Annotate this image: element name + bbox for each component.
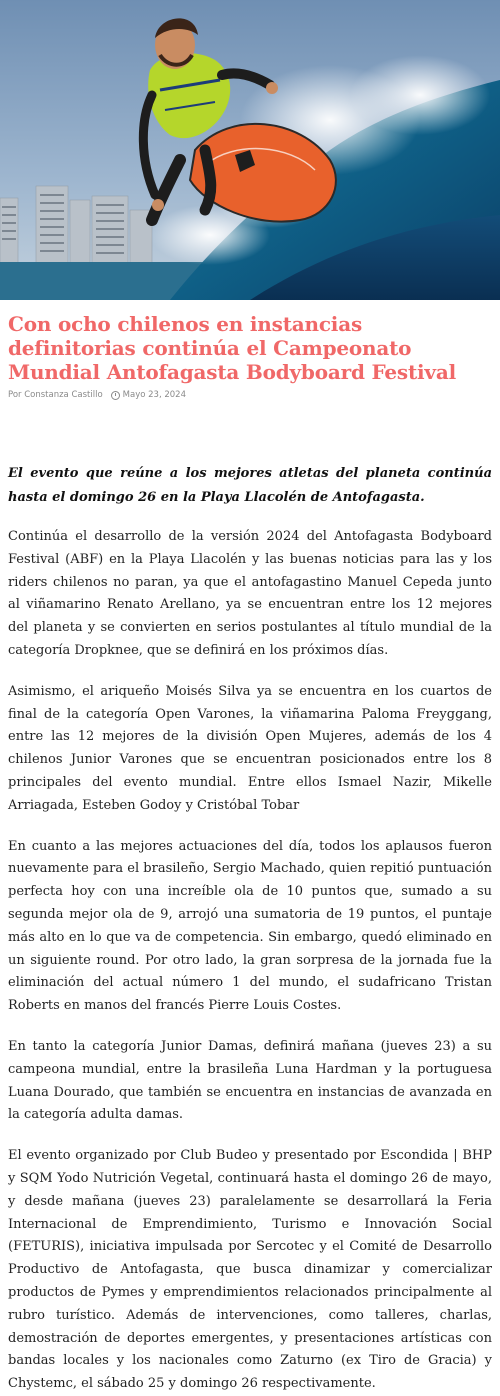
article-paragraph: El evento organizado por Club Budeo y presentado por Escondida | BHP y SQM Yodo Nutrición Vegetal, continuará hasta el domingo 26 de mayo, y desde mañana (jueves 23) paralelamente se desarrollará la Feria Internacional de Emprendimiento, Turismo e Innovación Social (FETURIS), iniciativa impulsada por Sercotec y el Comité de Desarrollo Productivo de Antofagasta, que busca dinamizar y comercializar productos de Pymes y emprendimientos relacionados principalmente al rubro turístico. Además de intervenciones, como talleres, charlas, demostración de deportes emergentes, y presentaciones artísticas con bandas locales y los nacionales como Zaturno (ex Tiro de Gracia) y Chystemc, el sábado 25 y domingo 26 respectivamente. bbox=[8, 1148, 492, 1392]
article-paragraph: Continúa el desarrollo de la versión 2024 del Antofagasta Bodyboard Festival (ABF) en la Playa Llacolén y las buenas noticias para las y los riders chilenos no paran, ya que el antofagastino Manuel Cepeda junto al viñamarino Renato Arellano, ya se encuentran entre los 12 mejores del planeta y se convierten en serios postulantes al título mundial de la categoría Dropknee, que se definirá en los próximos días. bbox=[8, 529, 492, 658]
publish-date: Mayo 23, 2024 bbox=[122, 390, 186, 400]
date-container bbox=[111, 390, 186, 400]
article-content bbox=[0, 312, 500, 1396]
author-link[interactable]: Por Constanza Castillo bbox=[8, 390, 103, 400]
article-paragraph: Asimismo, el ariqueño Moisés Silva ya se encuentra en los cuartos de final de la categoría Open Varones, la viñamarina Paloma Freyggang, entre las 12 mejores de la división Open Mujeres, además de los 4 chilenos Junior Varones que se encuentran posicionados entre los 8 principales del evento mundial. Entre ellos Ismael Nazir, Mikelle Arriagada, Esteben Godoy y Cristóbal Tobar bbox=[8, 683, 492, 813]
article-paragraph: En cuanto a las mejores actuaciones del día, todos los aplausos fueron nuevamente para el brasileño, Sergio Machado, quien repitió puntuación perfecta hoy con una increíble ola de 10 puntos que, sumado a su segunda mejor ola de 9, arrojó una sumatoria de 19 puntos, el puntaje más alto en lo que va de competencia. Sin embargo, quedó eliminado en un siguiente round. Por otro lado, la gran sorpresa de la jornada fue la eliminación del actual número 1 del mundo, el sudafricano Tristan Roberts en manos del francés Pierre Louis Costes. bbox=[8, 838, 492, 1014]
article-paragraph: En tanto la categoría Junior Damas, definirá mañana (jueves 23) a su campeona mundial, entre la brasileña Luna Hardman y la portuguesa Luana Dourado, que también se encuentra en instancias de avanzada en la categoría adulta damas. bbox=[8, 1038, 492, 1123]
article-meta bbox=[8, 390, 492, 400]
article-title: Con ocho chilenos en instancias definitorias continúa el Campeonato Mundial Antofagasta Bodyboard Festival bbox=[8, 312, 457, 384]
clock-icon bbox=[111, 391, 120, 400]
article-lead: El evento que reúne a los mejores atletas del planeta continúa hasta el domingo 26 en la Playa Llacolén de Antofagasta. bbox=[8, 466, 492, 505]
article-hero-image bbox=[0, 0, 500, 300]
